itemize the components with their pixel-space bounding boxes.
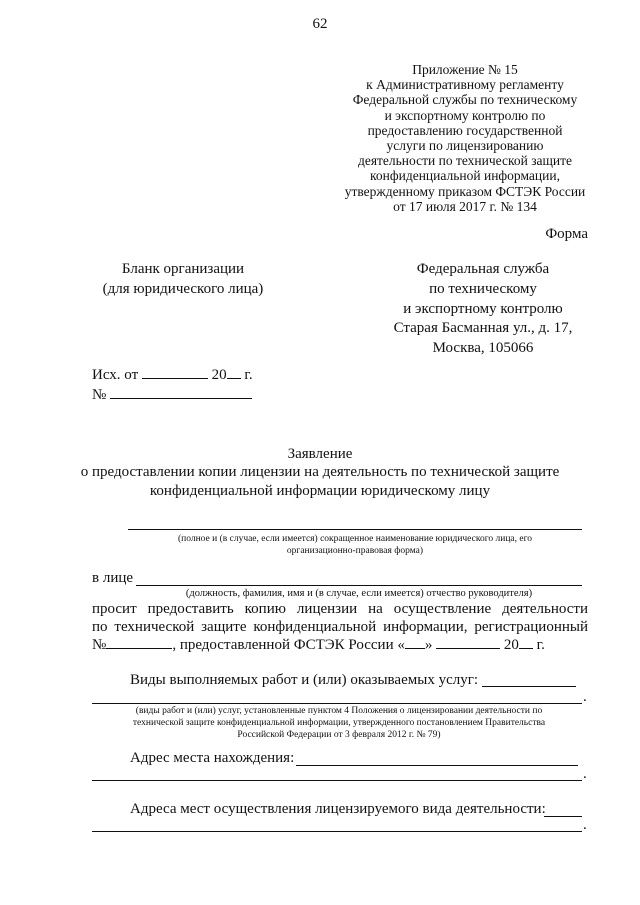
works-field[interactable] bbox=[92, 703, 582, 704]
appendix-line: услуги по лицензированию bbox=[386, 138, 544, 154]
end-dot: . bbox=[583, 766, 587, 782]
issued-by-text: , предоставленной ФСТЭК России « bbox=[172, 637, 405, 653]
recipient-line: Федеральная служба bbox=[416, 261, 550, 277]
in-person-label: в лице bbox=[92, 570, 134, 586]
organization-name-hint: (полное и (в случае, если имеется) сокращенное наименование юридического лица, его организационно-правовая форма) bbox=[177, 534, 533, 556]
request-line: по технической защите конфиденциальной информации, регистрационный bbox=[92, 619, 588, 635]
license-year-field[interactable] bbox=[519, 647, 533, 649]
recipient-line: по техническому bbox=[429, 281, 537, 297]
organization-name-field[interactable] bbox=[128, 529, 582, 530]
organization-blank bbox=[88, 259, 278, 299]
license-month-field[interactable] bbox=[436, 647, 500, 649]
address-line: Москва, 105066 bbox=[432, 340, 534, 356]
outgoing-reference bbox=[92, 366, 253, 404]
recipient-address bbox=[378, 318, 588, 358]
recipient-line: и экспортному контролю bbox=[403, 301, 563, 317]
end-dot: . bbox=[583, 689, 587, 705]
appendix-line: и экспортному контролю по bbox=[384, 107, 546, 123]
request-line: просит предоставить копию лицензии на осуществление деятельности bbox=[92, 601, 588, 617]
works-hint: (виды работ и (или) услуг, установленные пунктом 4 Положения о лицензировании деятельности по технической защите конфиденциальной информации, утвержденного постановлением Правительства Российской Федерации от 3 февраля 2012 г. № 79) bbox=[132, 706, 546, 740]
location-field[interactable] bbox=[92, 780, 582, 781]
address-line: Старая Басманная ул., д. 17, bbox=[393, 320, 573, 336]
appendix-block bbox=[320, 62, 610, 214]
location-field-short[interactable] bbox=[296, 765, 578, 766]
subtitle-line: конфиденциальной информации юридическому лицу bbox=[149, 483, 491, 499]
head-name-hint: (должность, фамилия, имя и (в случае, если имеется) отчество руководителя) bbox=[185, 588, 533, 599]
head-name-field[interactable] bbox=[136, 585, 582, 586]
appendix-line: деятельности по технической защите bbox=[357, 153, 573, 169]
appendix-line: к Административному регламенту bbox=[366, 77, 564, 93]
form-label: Форма bbox=[545, 226, 588, 242]
org-blank-note: (для юридического лица) bbox=[102, 281, 264, 297]
license-day-field[interactable] bbox=[405, 647, 425, 649]
appendix-line: конфиденциальной информации, bbox=[370, 168, 560, 184]
request-line-3: № , предоставленной ФСТЭК России « » 20 г. bbox=[92, 637, 545, 653]
outgoing-year-field[interactable] bbox=[227, 377, 241, 379]
license-number-label: № bbox=[92, 637, 107, 653]
outgoing-number-field[interactable] bbox=[110, 397, 252, 399]
license-number-field[interactable] bbox=[106, 647, 172, 649]
document-title: Заявление bbox=[287, 446, 353, 462]
location-label: Адрес места нахождения: bbox=[130, 750, 295, 766]
end-dot: . bbox=[583, 817, 587, 833]
activity-address-field-short[interactable] bbox=[544, 816, 582, 817]
outgoing-date-field[interactable] bbox=[142, 377, 208, 379]
document-subtitle bbox=[60, 463, 580, 501]
activity-address-field[interactable] bbox=[92, 831, 582, 832]
outgoing-year-prefix: 20 bbox=[211, 367, 227, 383]
outgoing-label: Исх. от bbox=[92, 367, 139, 383]
works-field-short[interactable] bbox=[482, 686, 576, 687]
appendix-line: Федеральной службы по техническому bbox=[352, 92, 578, 108]
org-blank-title: Бланк организации bbox=[121, 261, 245, 277]
activity-address-label: Адреса мест осуществления лицензируемого вида деятельности: bbox=[130, 801, 546, 817]
outgoing-number-label: № bbox=[92, 387, 107, 403]
outgoing-year-suffix: г. bbox=[244, 367, 253, 383]
appendix-line: утвержденному приказом ФСТЭК России bbox=[344, 183, 586, 199]
appendix-line: предоставлению государственной bbox=[367, 122, 563, 138]
recipient-block bbox=[378, 259, 588, 319]
appendix-line: Приложение № 15 bbox=[412, 62, 518, 77]
page-number: 62 bbox=[312, 16, 328, 32]
works-label: Виды выполняемых работ и (или) оказываемых услуг: bbox=[130, 672, 479, 688]
subtitle-line: о предоставлении копии лицензии на деятельность по технической защите bbox=[80, 464, 560, 480]
appendix-line: от 17 июля 2017 г. № 134 bbox=[393, 198, 537, 214]
